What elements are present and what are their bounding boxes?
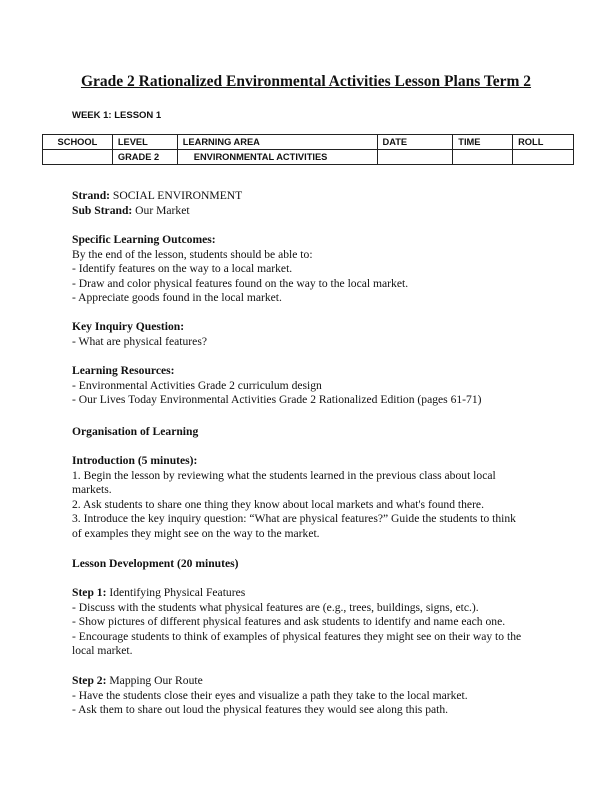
development-heading: Lesson Development (20 minutes) [72,557,239,570]
step1-line: local market. [72,644,133,658]
strand-section [72,189,552,218]
inquiry-section [72,320,552,349]
outcome-line: - Draw and color physical features found on the way to the local market. [72,276,409,290]
sub-strand-label: Sub Strand: [72,203,133,217]
cell-time [453,150,513,165]
table-row [43,150,574,165]
organisation-section [72,425,552,440]
week-lesson-label: WEEK 1: LESSON 1 [72,110,162,121]
header-learning-area: LEARNING AREA [177,135,377,150]
resource-line: - Our Lives Today Environmental Activities Grade 2 Rationalized Edition (pages 61-71) [72,393,482,407]
step1-line: - Encourage students to think of examples of physical features they might see on their way to the [72,629,522,643]
step2-label: Step 2: [72,674,107,687]
cell-roll [513,150,574,165]
page-title: Grade 2 Rationalized Environmental Activities Lesson Plans Term 2 [80,73,532,90]
intro-line: 2. Ask students to share one thing they know about local markets and what's found there. [72,497,484,511]
cell-date [377,150,453,165]
strand-value: SOCIAL ENVIRONMENT [110,189,243,202]
outcomes-section [72,233,552,306]
step1-line: - Discuss with the students what physical features are (e.g., trees, buildings, signs, etc.). [72,600,479,614]
cell-school [43,150,113,165]
cell-learning-area: ENVIRONMENTAL ACTIVITIES [177,150,377,165]
organisation-heading: Organisation of Learning [72,425,199,438]
step2-title: Mapping Our Route [106,674,203,687]
inquiry-heading: Key Inquiry Question: [72,320,185,333]
intro-line: 1. Begin the lesson by reviewing what the students learned in the previous class about local [72,468,496,482]
step1-label: Step 1: [72,586,107,599]
step1-line: - Show pictures of different physical features and ask students to identify and name each one. [72,615,506,629]
header-time: TIME [453,135,513,150]
intro-line: markets. [72,483,112,497]
intro-line: 3. Introduce the key inquiry question: “What are physical features?” Guide the students to think [72,512,516,526]
introduction-heading: Introduction (5 minutes): [72,454,198,467]
lesson-info-table [42,134,574,165]
header-level: LEVEL [112,135,177,150]
header-date: DATE [377,135,453,150]
development-section [72,557,552,572]
resources-heading: Learning Resources: [72,364,175,377]
table-header-row [43,135,574,150]
step2-section [72,674,552,718]
outcomes-heading: Specific Learning Outcomes: [72,233,216,246]
sub-strand-value: Our Market [132,203,190,217]
intro-line: of examples they might see on the way to the market. [72,526,320,540]
resources-section [72,364,552,408]
strand-label: Strand: [72,189,111,202]
cell-level: GRADE 2 [112,150,177,165]
inquiry-line: - What are physical features? [72,334,207,348]
step2-line: - Ask them to share out loud the physical features they would see along this path. [72,703,449,717]
outcome-line: By the end of the lesson, students should be able to: [72,247,313,261]
step1-title: Identifying Physical Features [106,586,246,599]
resource-line: - Environmental Activities Grade 2 curriculum design [72,378,322,392]
outcome-line: - Appreciate goods found in the local market. [72,291,282,305]
step2-line: - Have the students close their eyes and visualize a path they take to the local market. [72,688,468,702]
header-school: SCHOOL [43,135,113,150]
outcome-line: - Identify features on the way to a local market. [72,262,293,276]
introduction-section [72,454,552,542]
header-roll: ROLL [513,135,574,150]
step1-section [72,586,552,659]
